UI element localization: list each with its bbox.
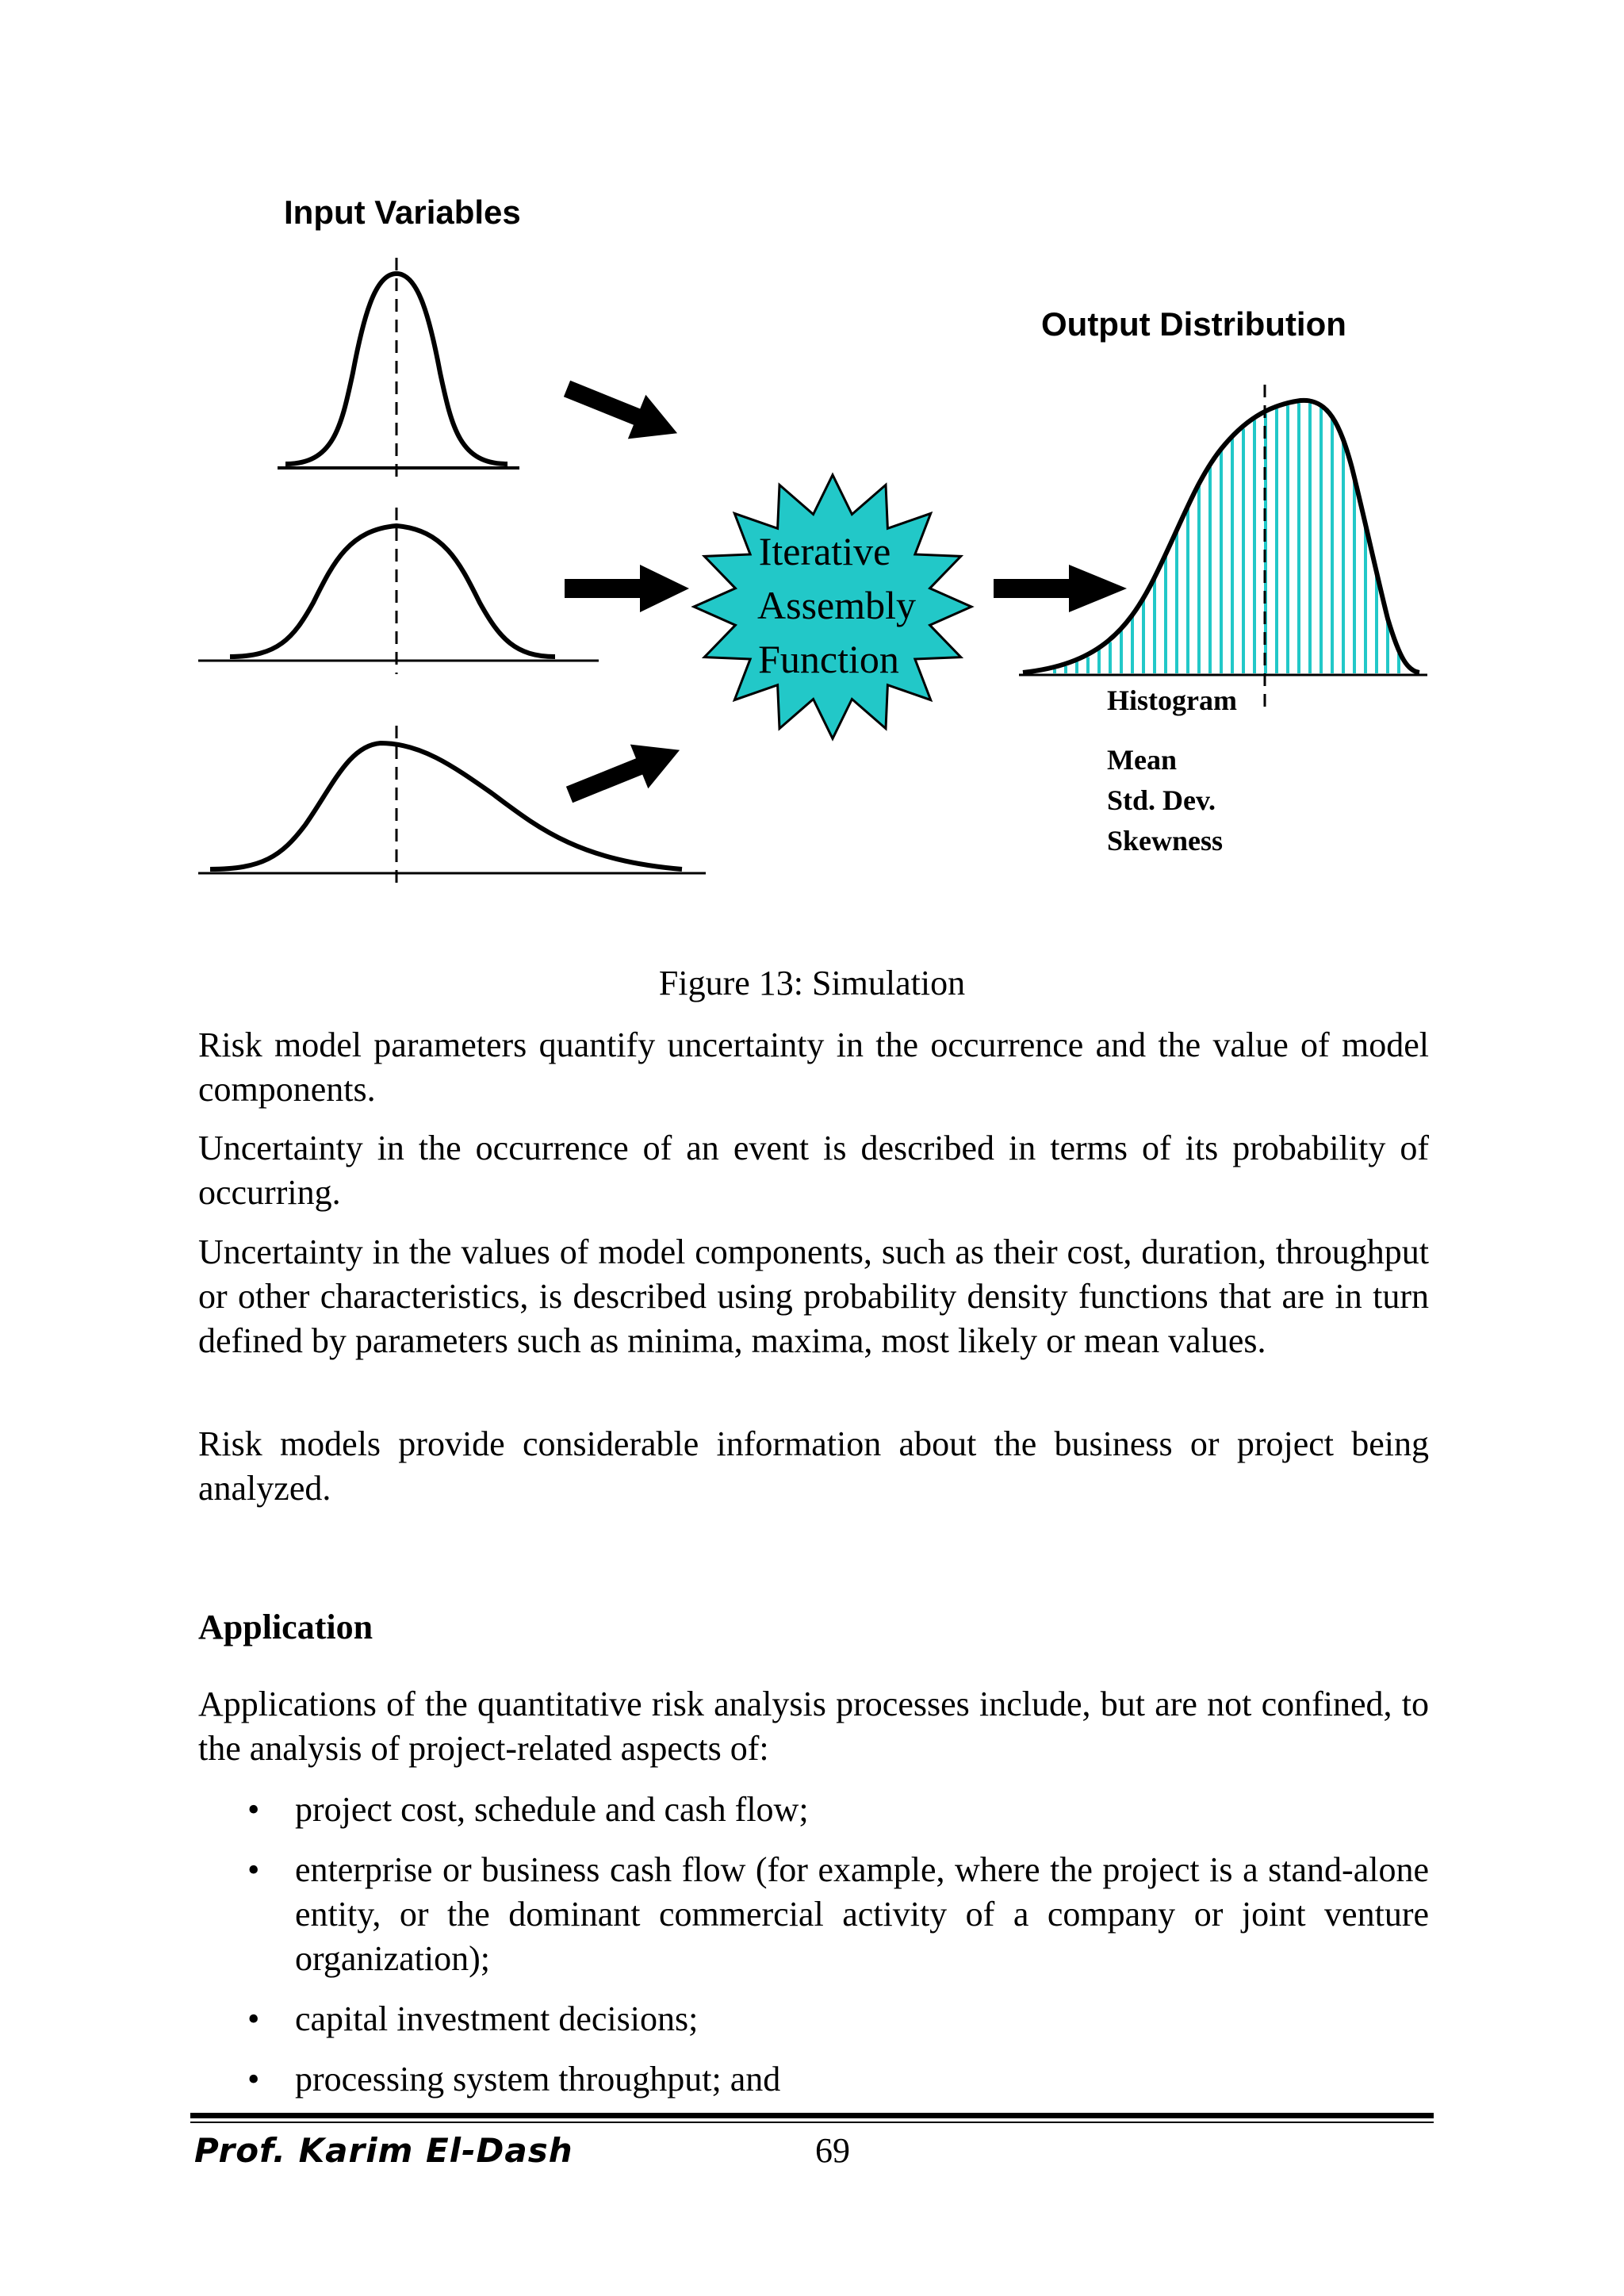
section-heading: Application [198, 1608, 373, 1646]
output-distribution-title: Output Distribution [1041, 305, 1346, 343]
list-item [247, 2057, 1429, 2102]
list-item-text: capital investment decisions; [295, 1999, 699, 2038]
stat-skewness: Skewness [1107, 825, 1224, 857]
paragraph-4: Risk models provide considerable information about the business or project being analyzed. [198, 1424, 1429, 1508]
list-item-text: project cost, schedule and cash flow; [295, 1790, 809, 1829]
bullet-icon: • [247, 2060, 260, 2099]
list-item-text: enterprise or business cash flow (for example, where the project is a stand-alone entity, or the dominant commercial activity of a company or joint venture organization); [295, 1850, 1429, 1978]
starburst-line-3: Function [758, 637, 899, 681]
arrow-right-icon [994, 565, 1127, 612]
list-item-text: processing system throughput; and [295, 2060, 781, 2099]
list-item [247, 1848, 1429, 1981]
simulation-figure [0, 0, 1624, 944]
starburst-line-2: Assembly [757, 583, 916, 627]
list-item [247, 1788, 1429, 1832]
stat-mean: Mean [1107, 744, 1177, 776]
input-variables-title: Input Variables [284, 194, 521, 231]
page-number: 69 [815, 2131, 850, 2170]
arrow-right-icon [558, 366, 687, 455]
starburst-line-1: Iterative [758, 529, 891, 573]
bullet-icon: • [247, 1850, 260, 1889]
input-distribution-skewed [198, 726, 706, 887]
paragraph-2: Uncertainty in the occurrence of an event is described in terms of its probability of occurring. [198, 1129, 1429, 1212]
stat-std-dev: Std. Dev. [1107, 784, 1216, 816]
starburst-icon [694, 475, 971, 739]
section-intro: Applications of the quantitative risk analysis processes include, but are not confined, to the analysis of project-related aspects of: [198, 1685, 1429, 1768]
input-distribution-medium [198, 508, 599, 674]
list-item [247, 1997, 1429, 2041]
input-distribution-narrow [278, 258, 519, 480]
paragraph-3: Uncertainty in the values of model components, such as their cost, duration, throughput or other characteristics, is described using probability density functions that are in turn defined by parameters such as minima, maxima, most likely or mean values. [198, 1232, 1429, 1360]
arrow-right-icon [561, 728, 689, 817]
bullet-icon: • [247, 1790, 260, 1829]
output-histogram [1019, 385, 1427, 710]
figure-caption: Figure 13: Simulation [658, 964, 966, 1002]
bullet-icon: • [247, 1999, 260, 2038]
footer-rule-thin [190, 2122, 1434, 2123]
footer-author: Prof. Karim El-Dash [194, 2131, 573, 2170]
footer-rule [190, 2113, 1434, 2118]
paragraph-1: Risk model parameters quantify uncertainty in the occurrence and the value of model components. [198, 1025, 1429, 1109]
histogram-label: Histogram [1107, 684, 1237, 716]
arrow-right-icon [565, 565, 689, 612]
